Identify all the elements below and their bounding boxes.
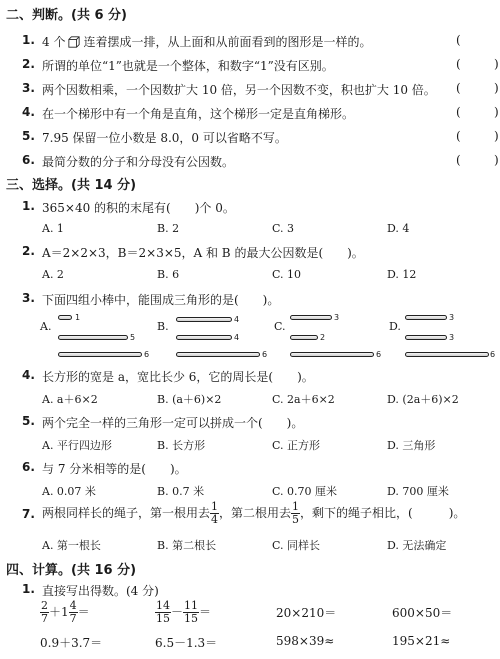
answer-paren-close: ) — [494, 57, 499, 71]
stick-length: 4 — [234, 333, 240, 342]
stick-length: 2 — [320, 333, 326, 342]
stick-length: 3 — [449, 333, 455, 342]
answer-paren-open[interactable]: ( — [456, 105, 461, 119]
answer-paren-close: ) — [494, 129, 499, 143]
option-b[interactable]: B. 6 — [157, 268, 180, 281]
calc-expr: 600×50＝ — [392, 606, 453, 620]
item-number: 3. — [22, 81, 35, 95]
answer-paren-open[interactable]: ( — [456, 129, 461, 143]
option-a[interactable]: A. a＋6×2 — [42, 393, 98, 406]
question-text: A＝2×2×3，B＝2×3×5，A 和 B 的最大公因数是( )。 — [42, 246, 364, 260]
stick-length: 4 — [234, 315, 240, 324]
item-text-post: 连着摆成一排，从上面和从前面看到的图形是一样的。 — [83, 35, 372, 49]
item-text-pre: 4 个 — [42, 35, 66, 49]
option-d-label: D. — [389, 320, 401, 333]
stick-length: 3 — [334, 313, 340, 322]
answer-paren-open[interactable]: ( — [456, 33, 461, 47]
item-text: 7.95 保留一位小数是 8.0，0 可以省略不写。 — [42, 131, 287, 145]
option-d[interactable]: D. 4 — [387, 222, 410, 235]
option-c[interactable]: C. 正方形 — [272, 439, 321, 452]
question-text: 两根同样长的绳子，第一根用去 $\frac{1}{4}$ ，第二根用去 $\frac{1}{5}$ ，剩下的绳子相比，( )。 — [42, 500, 466, 526]
question-text: 直接写出得数。(4 分) — [42, 584, 159, 598]
option-a[interactable]: A. 2 — [42, 268, 64, 281]
option-b[interactable]: B. 2 — [157, 222, 180, 235]
stick — [58, 335, 128, 340]
question-number: 7. — [22, 507, 35, 521]
stick — [405, 335, 447, 340]
question-number: 3. — [22, 291, 35, 305]
item-number: 5. — [22, 129, 35, 143]
option-d[interactable]: D. (2a＋6)×2 — [387, 393, 459, 406]
question-number: 6. — [22, 460, 35, 474]
question-text: 下面四组小棒中，能围成三角形的是( )。 — [42, 293, 280, 307]
item-text: 所谓的单位“1”也就是一个整体，和数字“1”没有区别。 — [42, 59, 334, 73]
question-text: 两个完全一样的三角形一定可以拼成一个( )。 — [42, 416, 304, 430]
stick-length: 6 — [262, 350, 268, 359]
question-number: 1. — [22, 199, 35, 213]
answer-paren-close: ) — [494, 105, 499, 119]
section-calc-header: 四、计算。(共 16 分) — [6, 563, 137, 578]
item-number: 6. — [22, 153, 35, 167]
question-text: 365×40 的积的末尾有( )个 0。 — [42, 201, 235, 215]
calc-expr: 195×21≈ — [392, 634, 451, 648]
section-judge-header: 二、判断。(共 6 分) — [6, 8, 127, 23]
stick — [58, 315, 72, 320]
option-b-label: B. — [157, 320, 169, 333]
option-a-label: A. — [40, 320, 52, 333]
calc-expr: 6.5－1.3＝ — [155, 636, 218, 650]
stick — [290, 315, 332, 320]
answer-paren-open[interactable]: ( — [456, 57, 461, 71]
question-number: 1. — [22, 582, 35, 596]
item-text: 最简分数的分子和分母没有公因数。 — [42, 155, 235, 169]
option-c-label: C. — [274, 320, 286, 333]
stick-length: 6 — [376, 350, 382, 359]
option-c[interactable]: C. 10 — [272, 268, 302, 281]
calc-expr-fraction-add: $\frac{2}{7}$ ＋1 $\frac{4}{7}$ ＝ — [41, 599, 90, 625]
answer-paren-close: ) — [494, 153, 499, 167]
question-number: 5. — [22, 414, 35, 428]
answer-paren-close: ) — [494, 81, 499, 95]
option-a[interactable]: A. 第一根长 — [42, 539, 101, 552]
option-a[interactable]: A. 平行四边形 — [42, 439, 112, 452]
stick — [405, 315, 447, 320]
stick-length: 3 — [449, 313, 455, 322]
option-b[interactable]: B. (a＋6)×2 — [157, 393, 222, 406]
item-text: 两个因数相乘，一个因数扩大 10 倍，另一个因数不变，积也扩大 10 倍。 — [42, 83, 436, 97]
stick — [176, 317, 232, 322]
option-d[interactable]: D. 700 厘米 — [387, 485, 449, 498]
option-c[interactable]: C. 3 — [272, 222, 295, 235]
option-c[interactable]: C. 同样长 — [272, 539, 321, 552]
question-text: 与 7 分米相等的是( )。 — [42, 462, 187, 476]
calc-expr: 598×39≈ — [276, 634, 335, 648]
answer-paren-open[interactable]: ( — [456, 81, 461, 95]
stick-length: 1 — [75, 313, 81, 322]
option-c[interactable]: C. 2a＋6×2 — [272, 393, 335, 406]
calc-expr-fraction-sub: $\frac{14}{15}$ － $\frac{11}{15}$ ＝ — [156, 599, 212, 625]
option-d[interactable]: D. 12 — [387, 268, 417, 281]
stick — [176, 335, 232, 340]
option-c[interactable]: C. 0.70 厘米 — [272, 485, 338, 498]
calc-expr: 20×210＝ — [276, 606, 337, 620]
option-a[interactable]: A. 1 — [42, 222, 64, 235]
stick-length: 6 — [490, 350, 496, 359]
stick-length: 5 — [130, 333, 136, 342]
item-number: 4. — [22, 105, 35, 119]
question-number: 4. — [22, 368, 35, 382]
section-choice-header: 三、选择。(共 14 分) — [6, 178, 137, 193]
option-d[interactable]: D. 无法确定 — [387, 539, 447, 552]
stick-length: 6 — [144, 350, 150, 359]
answer-paren-open[interactable]: ( — [456, 153, 461, 167]
option-a[interactable]: A. 0.07 米 — [42, 485, 96, 498]
option-b[interactable]: B. 0.7 米 — [157, 485, 205, 498]
item-number: 2. — [22, 57, 35, 71]
stick — [58, 352, 142, 357]
question-text: 长方形的宽是 a，宽比长少 6，它的周长是( )。 — [42, 370, 314, 384]
option-b[interactable]: B. 第二根长 — [157, 539, 217, 552]
stick — [405, 352, 489, 357]
stick — [176, 352, 260, 357]
stick — [290, 335, 318, 340]
item-text: 在一个梯形中有一个角是直角，这个梯形一定是直角梯形。 — [42, 107, 355, 121]
cube-icon — [68, 36, 80, 48]
option-d[interactable]: D. 三角形 — [387, 439, 436, 452]
question-number: 2. — [22, 244, 35, 258]
stick — [290, 352, 374, 357]
option-b[interactable]: B. 长方形 — [157, 439, 206, 452]
item-number: 1. — [22, 33, 35, 47]
calc-expr: 0.9＋3.7＝ — [40, 636, 103, 650]
